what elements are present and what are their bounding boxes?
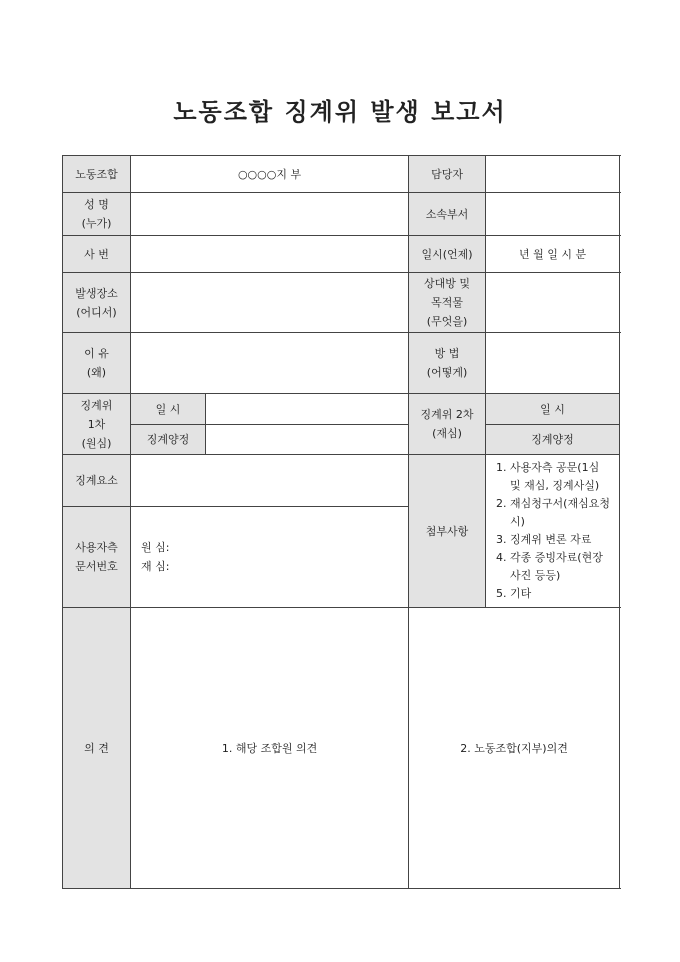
union-label: 노동조합: [63, 156, 131, 193]
elements-label: 징계요소: [63, 455, 131, 507]
dept-label: 소속부서: [409, 193, 486, 236]
target-label-1: 상대방 및: [424, 277, 471, 290]
place-field[interactable]: [131, 273, 409, 333]
manager-field[interactable]: [486, 156, 620, 193]
first-hearing-label-2: 1차: [87, 417, 106, 431]
attach-label: 첨부사항: [409, 455, 486, 608]
place-label: 발생장소: [75, 286, 118, 300]
first-date-field[interactable]: [206, 394, 409, 425]
doc-number-label-cell: [63, 506, 131, 607]
report-form: [62, 155, 620, 889]
opinion-member[interactable]: 1. 해당 조합원 의견: [131, 608, 409, 889]
page-title: 노동조합 징계위 발생 보고서: [173, 98, 507, 126]
datetime-value[interactable]: 년 월 일 시 분: [486, 236, 620, 273]
reason-field[interactable]: [131, 333, 409, 394]
manager-label: 담당자: [409, 156, 486, 193]
name-sub: (누가): [81, 217, 112, 230]
attach-item: 1. 사용자측 공문(1심 및 재심, 징계사실): [496, 461, 600, 492]
place-sub: (어디서): [76, 305, 117, 319]
union-value: ○○○○지 부: [131, 156, 409, 193]
elements-field[interactable]: [131, 455, 409, 507]
doc-original: 원 심:: [141, 540, 170, 554]
first-date-label: 일 시: [131, 394, 206, 425]
attach-item: 3. 징계위 변론 자료: [496, 533, 592, 546]
method-field[interactable]: [486, 333, 620, 394]
reason-sub: (왜): [86, 366, 107, 379]
first-result-label: 징계양정: [131, 425, 206, 455]
empno-label: 사 번: [63, 236, 131, 273]
first-hearing-label-cell: [63, 394, 131, 455]
attach-list: [486, 455, 620, 608]
doc-retrial: 재 심:: [141, 559, 170, 573]
method-label-cell: [409, 333, 486, 394]
reason-label-cell: [63, 333, 131, 394]
reason-label: 이 유: [84, 347, 109, 360]
method-sub: (어떻게): [426, 366, 468, 379]
target-field[interactable]: [486, 273, 620, 333]
second-date-label: 일 시: [486, 394, 620, 425]
second-hearing-label-1: 징계위 2차: [420, 408, 474, 421]
second-hearing-label-cell: [409, 394, 486, 455]
target-label-cell: [409, 273, 486, 333]
method-label: 방 법: [434, 347, 460, 360]
doc-number-label-1: 사용자측: [75, 540, 118, 554]
second-result-label: 징계양정: [486, 425, 620, 455]
first-hearing-label-1: 징계위: [80, 398, 113, 412]
first-hearing-label-3: (원심): [81, 436, 112, 450]
opinion-label: 의 견: [63, 608, 131, 889]
datetime-label: 일시(언제): [409, 236, 486, 273]
attach-item: 2. 재심청구서(재심요청시): [496, 497, 610, 528]
doc-number-label-2: 문서번호: [75, 559, 118, 573]
target-label-2: 목적물: [431, 296, 463, 309]
target-label-3: (무엇을): [426, 315, 468, 328]
opinion-union[interactable]: 2. 노동조합(지부)의견: [409, 608, 620, 889]
attach-item: 5. 기타: [496, 587, 532, 600]
second-hearing-label-2: (재심): [432, 427, 462, 440]
name-label-cell: [63, 193, 131, 236]
doc-number-field[interactable]: [131, 506, 409, 607]
name-label: 성 명: [84, 198, 109, 211]
first-result-field[interactable]: [206, 425, 409, 455]
attach-item: 4. 각종 증빙자료(현장사진 등등): [496, 551, 603, 582]
dept-field[interactable]: [486, 193, 620, 236]
empno-field[interactable]: [131, 236, 409, 273]
place-label-cell: [63, 273, 131, 333]
name-field[interactable]: [131, 193, 409, 236]
